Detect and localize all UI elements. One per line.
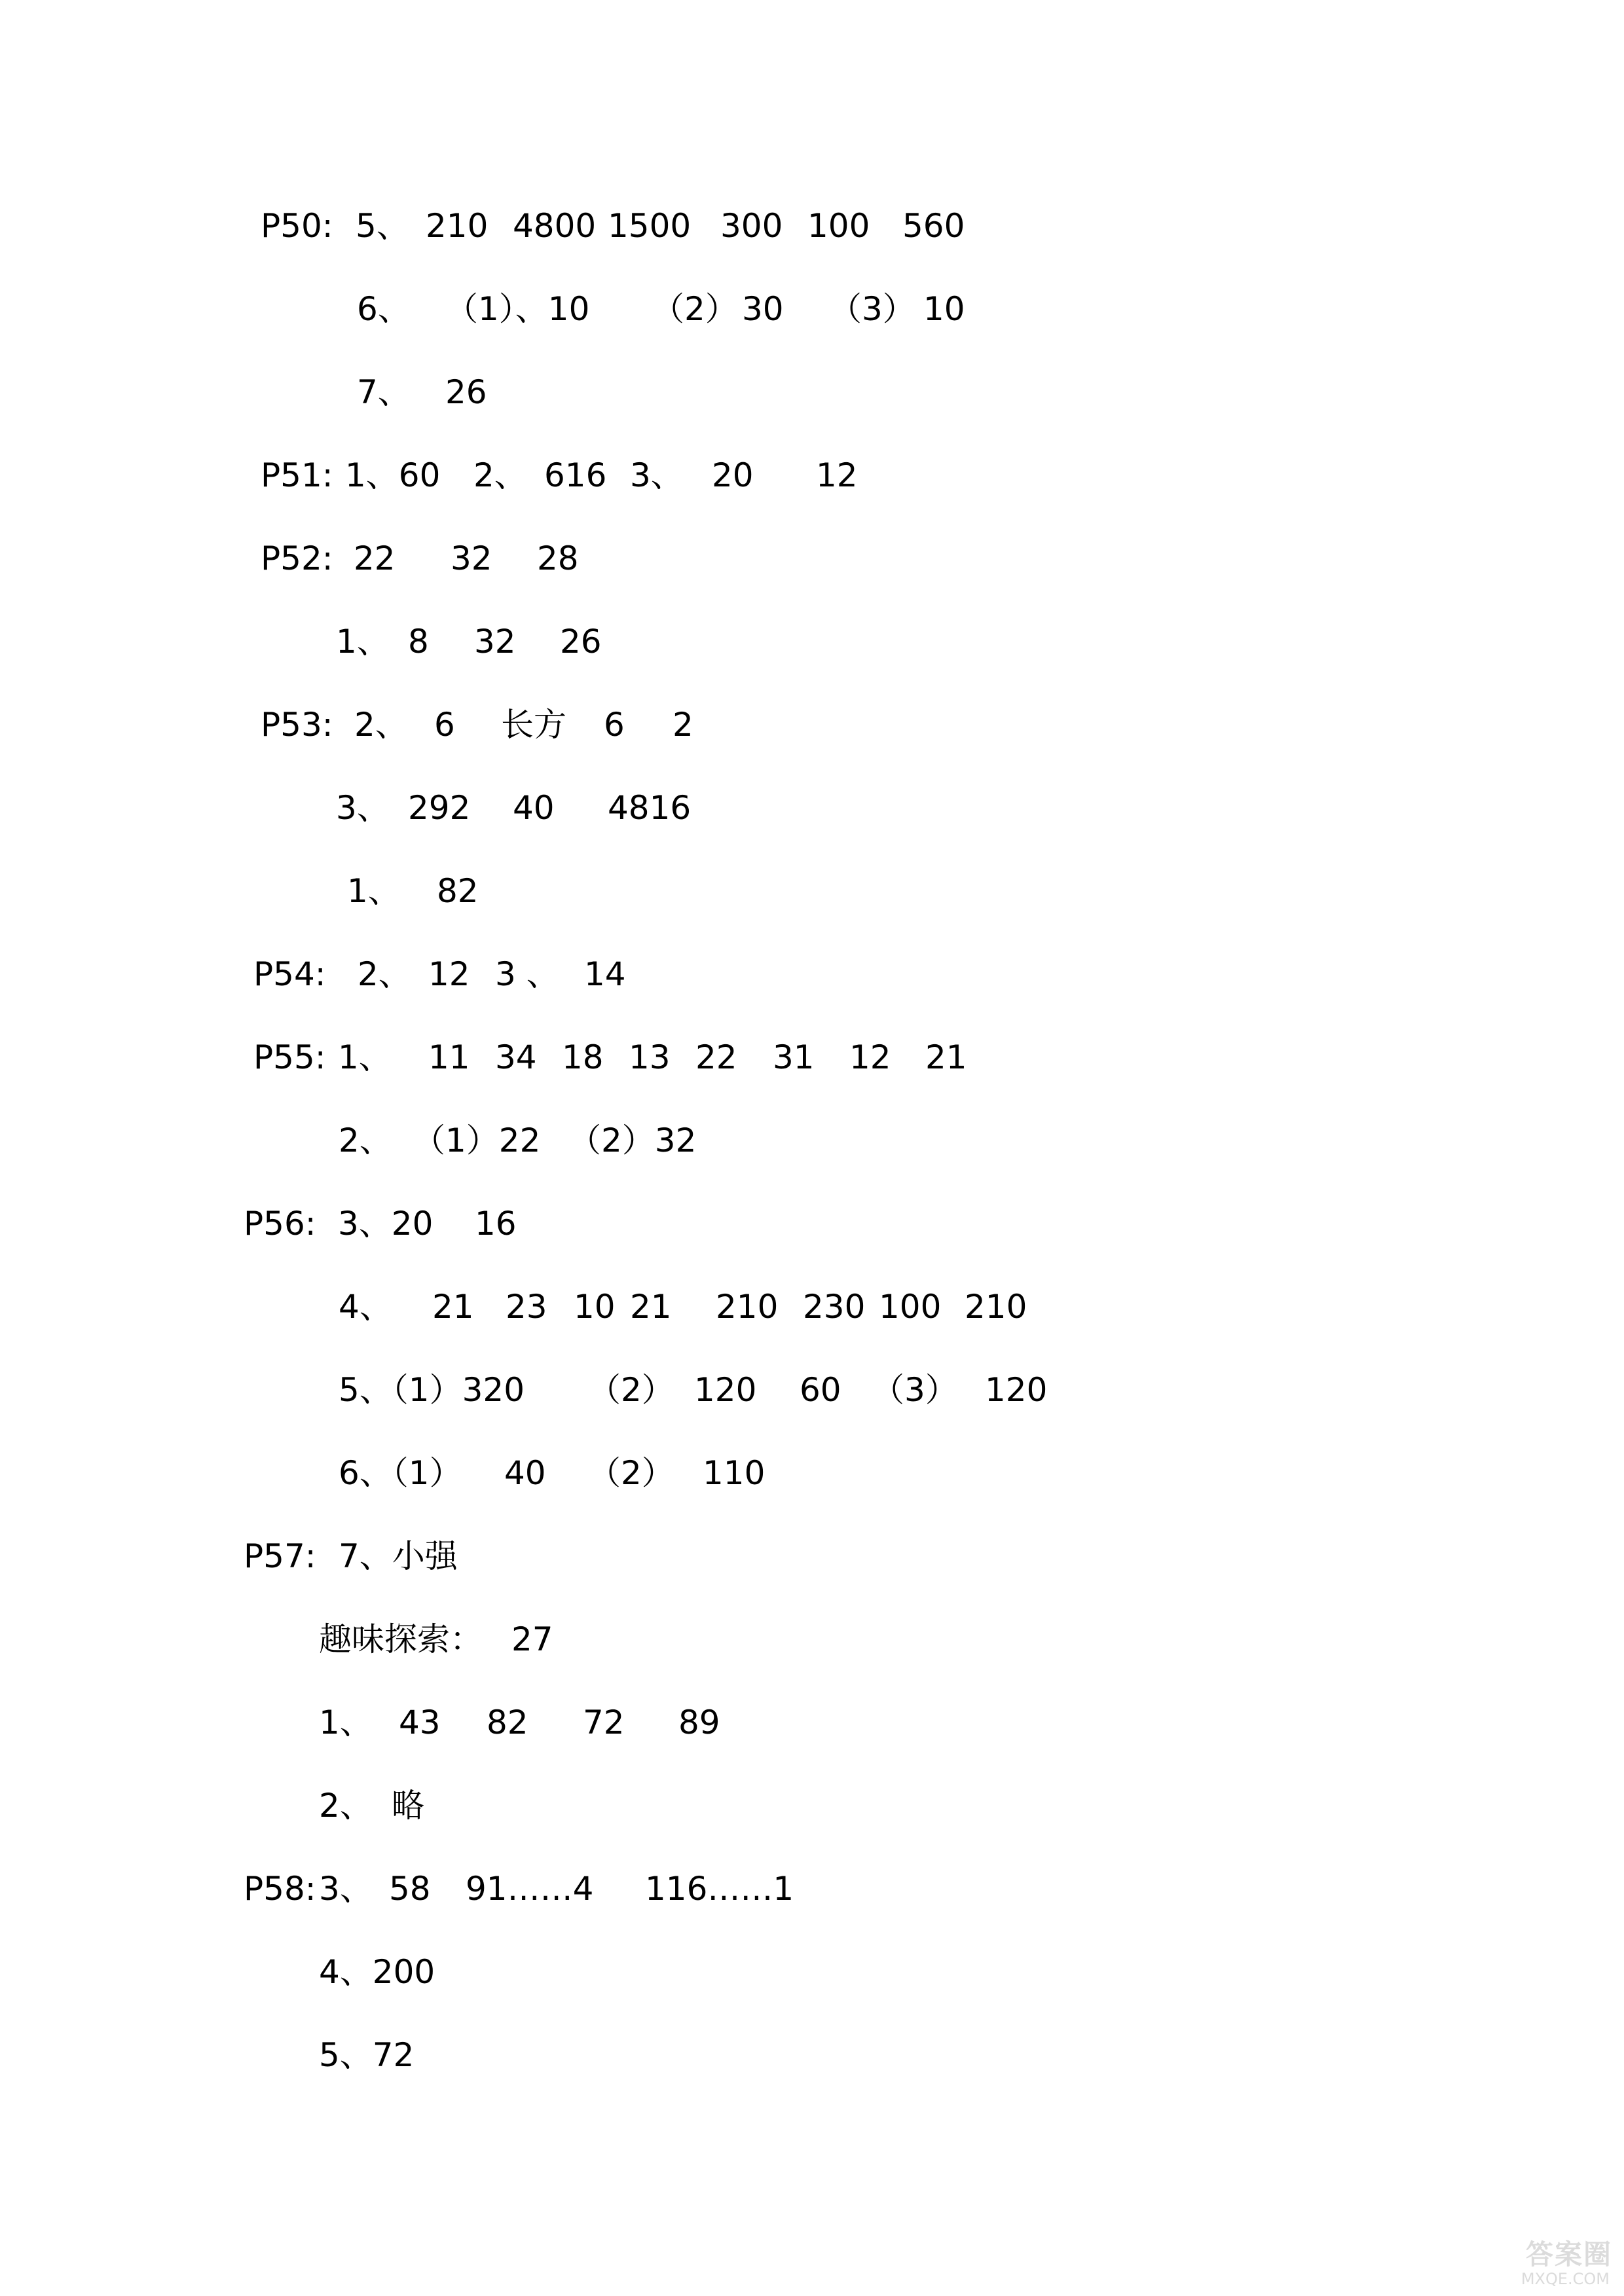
- answer-value: 10: [923, 290, 965, 328]
- answer-value: （2）32: [568, 1121, 697, 1159]
- answer-value: 3 、: [495, 955, 559, 993]
- answer-value: 31: [773, 1038, 815, 1076]
- answer-value: 3、: [630, 456, 684, 494]
- line-label: P58:: [244, 1870, 316, 1908]
- line-label: 4、: [339, 1288, 392, 1326]
- line-label: P50:: [261, 207, 333, 245]
- line-label: 6、（1）: [339, 1454, 462, 1492]
- answer-value: 21: [432, 1288, 474, 1326]
- answer-value: 230: [803, 1288, 866, 1326]
- answer-value: 26: [445, 373, 487, 411]
- answer-value: 210: [965, 1288, 1027, 1326]
- answer-value: 1、: [338, 1038, 392, 1076]
- answer-value: 616: [544, 456, 607, 494]
- line-label: 1、: [319, 1704, 373, 1741]
- answer-value: 20: [712, 456, 754, 494]
- answer-value: 3、: [319, 1870, 373, 1908]
- answer-value: 116……1: [645, 1870, 794, 1908]
- answer-value: （1）22: [413, 1121, 541, 1159]
- answer-value: 40: [513, 789, 555, 827]
- answer-value: （1）、10: [445, 290, 590, 328]
- answer-value: 2、: [473, 456, 527, 494]
- answer-value: 1500: [608, 207, 692, 245]
- answer-value: 7、小强: [339, 1537, 458, 1575]
- answer-value: 100: [879, 1288, 942, 1326]
- answer-value: 22: [695, 1038, 737, 1076]
- line-label: P54:: [253, 955, 326, 993]
- watermark-sub-text: MXQE.COM: [1521, 2270, 1610, 2288]
- line-label: P52:: [261, 539, 333, 577]
- watermark-main-text: 答案圈: [1525, 2238, 1612, 2270]
- answer-value: 30: [742, 290, 784, 328]
- answer-value: 12: [816, 456, 858, 494]
- answer-value: 14: [584, 955, 626, 993]
- answer-value: 120: [985, 1371, 1048, 1409]
- answer-value: 28: [537, 539, 579, 577]
- line-label: 趣味探索：: [319, 1620, 483, 1658]
- watermark-logo: [1481, 2240, 1612, 2292]
- line-label: P55:: [253, 1038, 326, 1076]
- answer-value: 210: [716, 1288, 779, 1326]
- answer-value: 23: [506, 1288, 547, 1326]
- line-label: 5、（1）320: [339, 1371, 525, 1409]
- answer-value: 89: [678, 1704, 720, 1741]
- answer-value: 40: [504, 1454, 546, 1492]
- line-label: 5、72: [319, 2036, 415, 2074]
- answer-value: 略: [392, 1787, 424, 1825]
- line-label: 2、: [319, 1787, 373, 1825]
- answer-value: 26: [560, 623, 602, 661]
- answer-value: 10: [574, 1288, 616, 1326]
- answer-value: 4800: [513, 207, 597, 245]
- answer-value: 13: [629, 1038, 671, 1076]
- line-label: 1、: [347, 872, 401, 910]
- answer-value: 1、60: [345, 456, 441, 494]
- answer-value: 18: [562, 1038, 604, 1076]
- answer-value: （3）: [872, 1371, 958, 1409]
- answer-value: 43: [399, 1704, 441, 1741]
- answer-value: 34: [495, 1038, 537, 1076]
- answer-value: 11: [428, 1038, 470, 1076]
- answer-value: 100: [807, 207, 870, 245]
- answer-value: 6: [604, 706, 625, 744]
- answer-value: 长方: [501, 706, 566, 744]
- answer-value: 2、: [354, 706, 408, 744]
- answer-value: （2）: [652, 290, 738, 328]
- line-label: 6、: [357, 290, 411, 328]
- answer-value: 22: [354, 539, 396, 577]
- answer-value: 2、: [358, 955, 411, 993]
- answer-value: （2）: [588, 1371, 674, 1409]
- answer-value: 58: [389, 1870, 431, 1908]
- line-label: 4、200: [319, 1953, 435, 1991]
- answer-value: 292: [408, 789, 471, 827]
- answer-value: 110: [703, 1454, 766, 1492]
- line-label: 7、: [357, 373, 411, 411]
- line-label: 3、: [336, 789, 390, 827]
- answer-value: （2）: [588, 1454, 674, 1492]
- answer-value: 210: [426, 207, 489, 245]
- answer-value: 300: [720, 207, 783, 245]
- line-label: P57:: [244, 1537, 316, 1575]
- answer-value: 32: [474, 623, 516, 661]
- answer-value: 6: [434, 706, 455, 744]
- answer-value: （3）: [829, 290, 915, 328]
- answer-value: 60: [800, 1371, 841, 1409]
- answer-value: 16: [475, 1205, 517, 1243]
- answer-value: 82: [437, 872, 479, 910]
- line-label: 1、: [336, 623, 390, 661]
- answer-value: 8: [408, 623, 429, 661]
- answer-value: 2: [673, 706, 693, 744]
- answer-value: 82: [487, 1704, 528, 1741]
- answer-value: 12: [849, 1038, 891, 1076]
- line-label: P53:: [261, 706, 333, 744]
- answer-value: 32: [451, 539, 492, 577]
- answer-value: 4816: [608, 789, 692, 827]
- answer-value: 91……4: [466, 1870, 594, 1908]
- answer-value: 72: [583, 1704, 625, 1741]
- answer-value: 21: [925, 1038, 967, 1076]
- answer-value: 5、: [356, 207, 409, 245]
- answer-value: 3、20: [338, 1205, 434, 1243]
- answer-value: 12: [428, 955, 470, 993]
- line-label: P56:: [244, 1205, 316, 1243]
- line-label: P51:: [261, 456, 333, 494]
- answer-value: 21: [630, 1288, 672, 1326]
- answer-value: 120: [694, 1371, 757, 1409]
- answer-value: 27: [511, 1620, 553, 1658]
- answer-value: 560: [902, 207, 965, 245]
- line-label: 2、: [339, 1121, 392, 1159]
